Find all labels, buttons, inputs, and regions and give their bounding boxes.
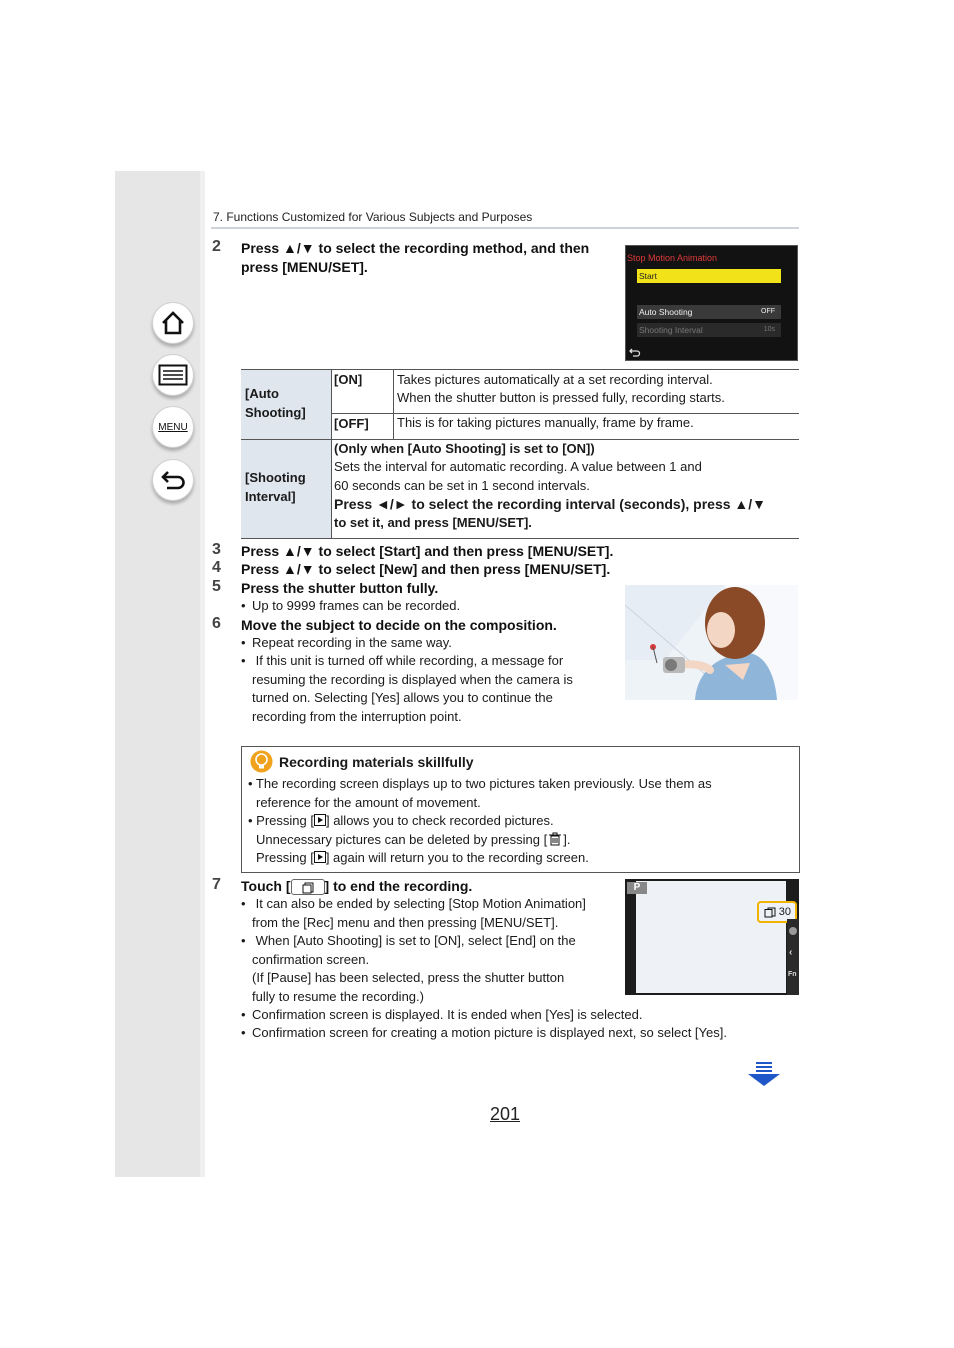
menu-button[interactable] (152, 406, 194, 448)
shooting-interval-label: [Shooting Interval] (241, 440, 331, 538)
step-5-number: 5 (212, 578, 221, 595)
end-recording-icon-button[interactable] (291, 879, 325, 895)
playback-icon (314, 814, 326, 826)
on-option-desc-2: When the shutter button is pressed fully, recording starts. (397, 390, 725, 405)
fn-button[interactable]: Fn (788, 971, 797, 978)
menu-item-shooting-interval-value: 10s (763, 326, 775, 333)
header-rule (211, 227, 799, 229)
menu-item-shooting-interval (637, 323, 781, 337)
menu-title: Stop Motion Animation (627, 253, 718, 263)
step-7-text: Touch [ ] to end the recording. (241, 878, 473, 894)
home-icon (159, 309, 187, 337)
mode-indicator: P (627, 882, 647, 894)
step-5-text: Press the shutter button fully. (241, 580, 439, 596)
return-icon (159, 467, 187, 493)
tip-line-2: reference for the amount of movement. (256, 795, 481, 810)
step-4-number: 4 (212, 559, 221, 576)
tip-box (241, 746, 800, 873)
tip-line-4: Unnecessary pictures can be deleted by pressing [ ]. (256, 832, 571, 847)
menu-item-auto-shooting-label: Auto Shooting (639, 307, 693, 317)
touch-tab-strip (787, 919, 799, 995)
return-icon (629, 347, 641, 357)
sidebar-edge (200, 171, 205, 1177)
stop-motion-icon (301, 882, 315, 894)
stop-motion-icon (764, 907, 776, 918)
recording-screen (625, 879, 799, 995)
touch-tab-icon[interactable] (789, 927, 797, 935)
page-number: 201 (490, 1104, 521, 1124)
step-7-bullet-4: • Confirmation screen for creating a motion picture is displayed next, so select [Yes]. (241, 1024, 727, 1043)
stop-motion-menu-screen (625, 245, 798, 361)
interval-note: (Only when [Auto Shooting] is set to [ON]) (334, 441, 595, 456)
menu-item-start-label: Start (639, 271, 657, 281)
table-of-contents-button[interactable] (152, 354, 194, 396)
off-option-label: [OFF] (334, 416, 369, 431)
menu-label: MENU (158, 421, 188, 433)
step-6-text: Move the subject to decide on the composition. (241, 617, 557, 633)
step-7-bullet-2: • When [Auto Shooting] is set to [ON], select [End] on the confirmation screen. (If [Pause] has been selected, press the shutter button fully to resume the recording.) (241, 932, 621, 1006)
step-6-bullet-1: • Repeat recording in the same way. (241, 634, 452, 653)
step-7-bullet-3: • Confirmation screen is displayed. It is ended when [Yes] is selected. (241, 1006, 642, 1025)
interval-desc-1: Sets the interval for automatic recording. A value between 1 and (334, 459, 702, 474)
recording-screen-display (636, 881, 786, 993)
interval-press-2: to set it, and press [MENU/SET]. (334, 515, 532, 530)
step-2-line-2: press [MENU/SET]. (241, 259, 368, 275)
next-page-arrow-icon[interactable] (747, 1061, 781, 1087)
interval-desc-2: 60 seconds can be set in 1 second intervals. (334, 478, 590, 493)
home-button[interactable] (152, 302, 194, 344)
menu-item-shooting-interval-label: Shooting Interval (639, 325, 703, 335)
on-option-desc-1: Takes pictures automatically at a set recording interval. (397, 372, 713, 387)
menu-item-start (637, 269, 781, 283)
tip-line-5: Pressing [ ] again will return you to the recording screen. (256, 850, 589, 865)
step-2-number: 2 (212, 238, 221, 255)
tip-title: Recording materials skillfully (279, 754, 474, 770)
interval-press-1: Press ◄/► to select the recording interval (seconds), press ▲/▼ (334, 496, 767, 512)
step-5-bullet: • Up to 9999 frames can be recorded. (241, 597, 460, 616)
frame-count: 30 (778, 906, 791, 918)
person-with-camera-illustration (625, 585, 798, 700)
menu-item-auto-shooting-value: OFF (761, 308, 775, 315)
off-option-desc: This is for taking pictures manually, frame by frame. (397, 415, 694, 430)
step-3-number: 3 (212, 541, 221, 558)
chapter-header: 7. Functions Customized for Various Subjects and Purposes (213, 210, 533, 224)
step-4-text: Press ▲/▼ to select [New] and then press [MENU/SET]. (241, 561, 611, 577)
trash-icon (547, 832, 563, 846)
menu-item-auto-shooting (637, 305, 781, 319)
auto-shooting-label: [Auto Shooting] (241, 370, 331, 439)
tip-line-1: • The recording screen displays up to two pictures taken previously. Use them as (248, 776, 712, 791)
step-7-bullet-1: • It can also be ended by selecting [Stop Motion Animation] from the [Rec] menu and then pressing [MENU/SET]. (241, 895, 621, 932)
table-of-contents-icon (158, 364, 188, 386)
chevron-left-icon[interactable]: ‹ (789, 947, 793, 958)
step-6-number: 6 (212, 615, 221, 632)
step-3-text: Press ▲/▼ to select [Start] and then press [MENU/SET]. (241, 543, 614, 559)
step-7-number: 7 (212, 876, 221, 893)
lightbulb-icon (250, 750, 273, 773)
playback-icon (314, 851, 326, 863)
on-option-label: [ON] (334, 372, 363, 387)
step-2-line-1: Press ▲/▼ to select the recording method, and then (241, 240, 590, 256)
tip-line-3: • Pressing [ ] allows you to check recorded pictures. (248, 813, 554, 828)
step-6-bullet-2: • If this unit is turned off while recording, a message for resuming the recording is displayed when the camera is turned on. Selecting [Yes] allows you to continue the recording from the interruption point. (241, 652, 621, 726)
back-button[interactable] (152, 459, 194, 501)
